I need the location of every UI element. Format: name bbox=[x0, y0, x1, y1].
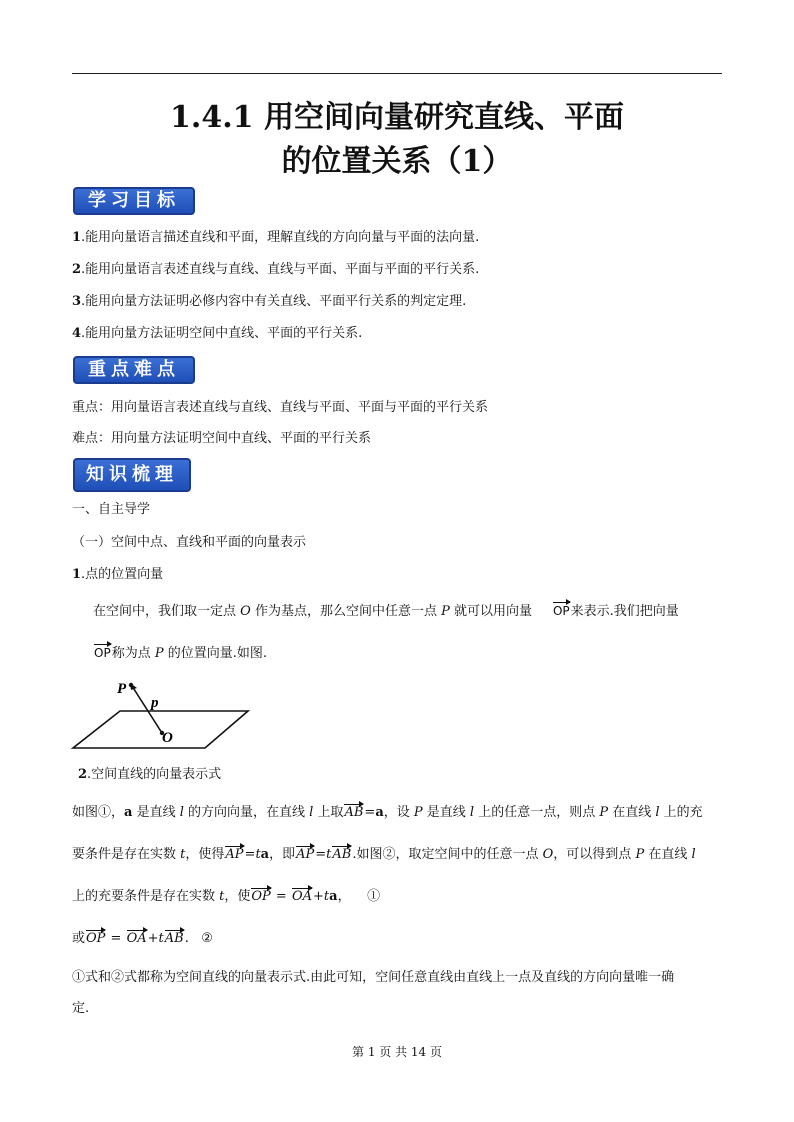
label-p-lower: p bbox=[151, 695, 159, 711]
label-p-upper: P bbox=[117, 681, 127, 697]
knowledge-badge: 知识梳理 bbox=[73, 458, 191, 492]
objectives-badge: 学习目标 bbox=[73, 187, 195, 215]
item1-heading: 1.点的位置向量 bbox=[72, 567, 164, 582]
item2-line6: 定. bbox=[72, 1001, 90, 1016]
vector-oa: OA bbox=[127, 929, 147, 949]
objective-2: 2.能用向量语言表述直线与直线、直线与平面、平面与平面的平行关系. bbox=[72, 262, 480, 277]
vector-oa: OA bbox=[292, 887, 312, 907]
item2-line4: 或OP = OA+tAB. ② bbox=[72, 929, 722, 949]
item2-line5: ①式和②式都称为空间直线的向量表示式.由此可知，空间任意直线由直线上一点及直线的方向向量唯一确 bbox=[72, 970, 675, 985]
vector-ab: AB bbox=[165, 929, 184, 949]
vector-op: OP bbox=[86, 929, 105, 949]
objective-4: 4.能用向量方法证明空间中直线、平面的平行关系. bbox=[72, 326, 363, 341]
vector-ab: AB bbox=[344, 803, 363, 823]
part-heading: 一、自主导学 bbox=[72, 502, 151, 517]
point-p bbox=[129, 683, 133, 687]
vector-ab: AB bbox=[332, 845, 351, 865]
difficult-point: 难点：用向量方法证明空间中直线、平面的平行关系 bbox=[72, 431, 372, 446]
item1-paragraph-line1: 在空间中，我们取一定点 O 作为基点，那么空间中任意一点 P 就可以用向量 OP来表示.我们把向量 bbox=[93, 601, 743, 622]
vector-op: OP bbox=[94, 643, 111, 663]
item2-line1: 如图①，a 是直线 l 的方向向量，在直线 l 上取AB=a，设 P 是直线 l 上的任意一点，则点 P 在直线 l 上的充 bbox=[72, 803, 722, 823]
vector-op: OP bbox=[553, 601, 570, 621]
objective-3: 3.能用向量方法证明必修内容中有关直线、平面平行关系的判定定理. bbox=[72, 294, 467, 309]
position-vector-figure bbox=[70, 676, 255, 752]
subsection-heading: （一）空间中点、直线和平面的向量表示 bbox=[72, 535, 307, 550]
objective-1: 1.能用向量语言描述直线和平面，理解直线的方向向量与平面的法向量. bbox=[72, 230, 480, 245]
header-rule bbox=[72, 73, 722, 74]
key-point: 重点：用向量语言表述直线与直线、直线与平面、平面与平面的平行关系 bbox=[72, 400, 489, 415]
title-line-2: 的位置关系（1） bbox=[281, 144, 513, 179]
item2-line2: 要条件是存在实数 t，使得AP=ta，即AP=tAB.如图②，取定空间中的任意一点 O，可以得到点 P 在直线 l bbox=[72, 845, 722, 865]
keypoints-badge: 重点难点 bbox=[73, 356, 195, 384]
item1-paragraph-line2: OP称为点 P 的位置向量.如图. bbox=[93, 643, 743, 664]
title-line-1: 1.4.1 用空间向量研究直线、平面 bbox=[170, 100, 624, 135]
item2-line3: 上的充要条件是存在实数 t，使OP = OA+ta， ① bbox=[72, 887, 722, 907]
vector-ap: AP bbox=[225, 845, 243, 865]
label-o: O bbox=[162, 730, 173, 746]
page-footer: 第 1 页 共 14 页 bbox=[352, 1045, 442, 1059]
vector-ap: AP bbox=[296, 845, 314, 865]
page-title bbox=[72, 96, 722, 184]
item2-heading: 2.空间直线的向量表示式 bbox=[78, 767, 222, 782]
vector-op: OP bbox=[251, 887, 270, 907]
